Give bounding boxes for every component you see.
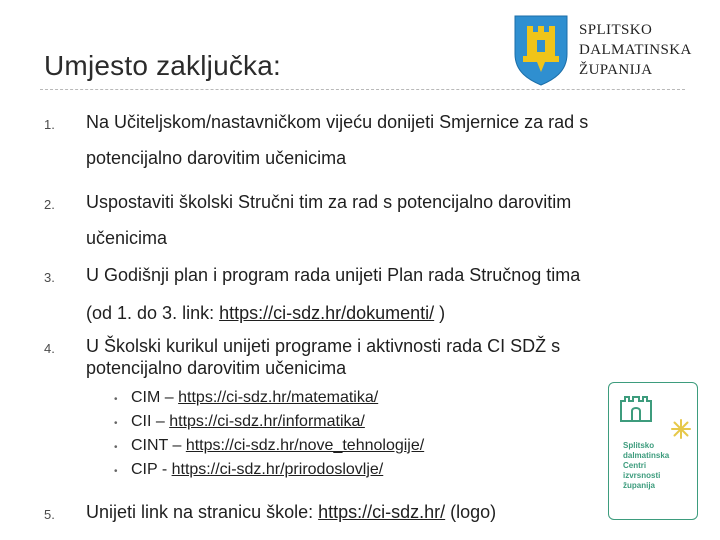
item-text xyxy=(86,303,445,324)
bullet: • xyxy=(114,466,118,477)
slide-title: Umjesto zaključka: xyxy=(44,50,282,81)
item-text: Uspostaviti školski Stručni tim za rad s potencijalno darovitim xyxy=(86,192,572,212)
centri-logo-text xyxy=(623,441,669,491)
sub-item xyxy=(131,461,383,479)
star-icon xyxy=(671,419,691,439)
item-text xyxy=(86,502,496,523)
item-number: 4. xyxy=(44,341,55,356)
sub-item xyxy=(131,389,378,407)
prirodoslovlje-link[interactable]: https://ci-sdz.hr/prirodoslovlje/ xyxy=(171,461,384,478)
coat-of-arms-icon xyxy=(513,14,569,86)
link-suffix: ) xyxy=(434,303,446,323)
bullet: • xyxy=(114,394,118,405)
sub-item xyxy=(131,413,365,431)
item-text: potencijalno darovitim učenicima xyxy=(86,358,347,378)
bullet: • xyxy=(114,418,118,429)
matematika-link[interactable]: https://ci-sdz.hr/matematika/ xyxy=(178,389,379,406)
sub-item xyxy=(131,437,424,455)
item-text: potencijalno darovitim učenicima xyxy=(86,148,347,168)
county-logo xyxy=(513,14,692,88)
item-number: 5. xyxy=(44,507,55,522)
item-number: 2. xyxy=(44,197,55,212)
item-text: učenicima xyxy=(86,228,168,248)
logo-line: DALMATINSKA xyxy=(579,42,692,58)
sub-item-label: CIM – xyxy=(131,389,179,406)
logo-line: ŽUPANIJA xyxy=(579,62,653,78)
item-prefix: Unijeti link na stranicu škole: xyxy=(86,502,319,522)
centri-izvrsnosti-logo xyxy=(608,382,698,520)
title-divider xyxy=(40,89,685,90)
item-suffix: (logo) xyxy=(445,502,497,522)
item-text: U Godišnji plan i program rada unijeti Plan rada Stručnog tima xyxy=(86,265,581,285)
school-link[interactable]: https://ci-sdz.hr/ xyxy=(318,502,446,522)
sub-item-label: CIP - xyxy=(131,461,172,478)
informatika-link[interactable]: https://ci-sdz.hr/informatika/ xyxy=(169,413,365,430)
nove-tehnologije-link[interactable]: https://ci-sdz.hr/nove_tehnologije/ xyxy=(185,437,425,454)
dokumenti-link[interactable]: https://ci-sdz.hr/dokumenti/ xyxy=(219,303,435,323)
logo-line: Centri xyxy=(623,461,647,470)
logo-line: izvrsnosti xyxy=(623,471,661,480)
logo-line: županija xyxy=(623,481,656,490)
castle-icon xyxy=(619,393,653,423)
logo-line: Splitsko xyxy=(623,441,655,450)
logo-line: SPLITSKO xyxy=(579,22,653,38)
item-number: 1. xyxy=(44,117,55,132)
item-text: U Školski kurikul unijeti programe i aktivnosti rada CI SDŽ s xyxy=(86,336,561,356)
item-text: Na Učiteljskom/nastavničkom vijeću donijeti Smjernice za rad s xyxy=(86,112,589,132)
logo-line: dalmatinska xyxy=(623,451,670,460)
county-logo-text xyxy=(579,20,692,80)
sub-item-label: CII – xyxy=(131,413,170,430)
sub-item-label: CINT – xyxy=(131,437,186,454)
link-prefix: (od 1. do 3. link: xyxy=(86,303,220,323)
bullet: • xyxy=(114,442,118,453)
item-number: 3. xyxy=(44,270,55,285)
